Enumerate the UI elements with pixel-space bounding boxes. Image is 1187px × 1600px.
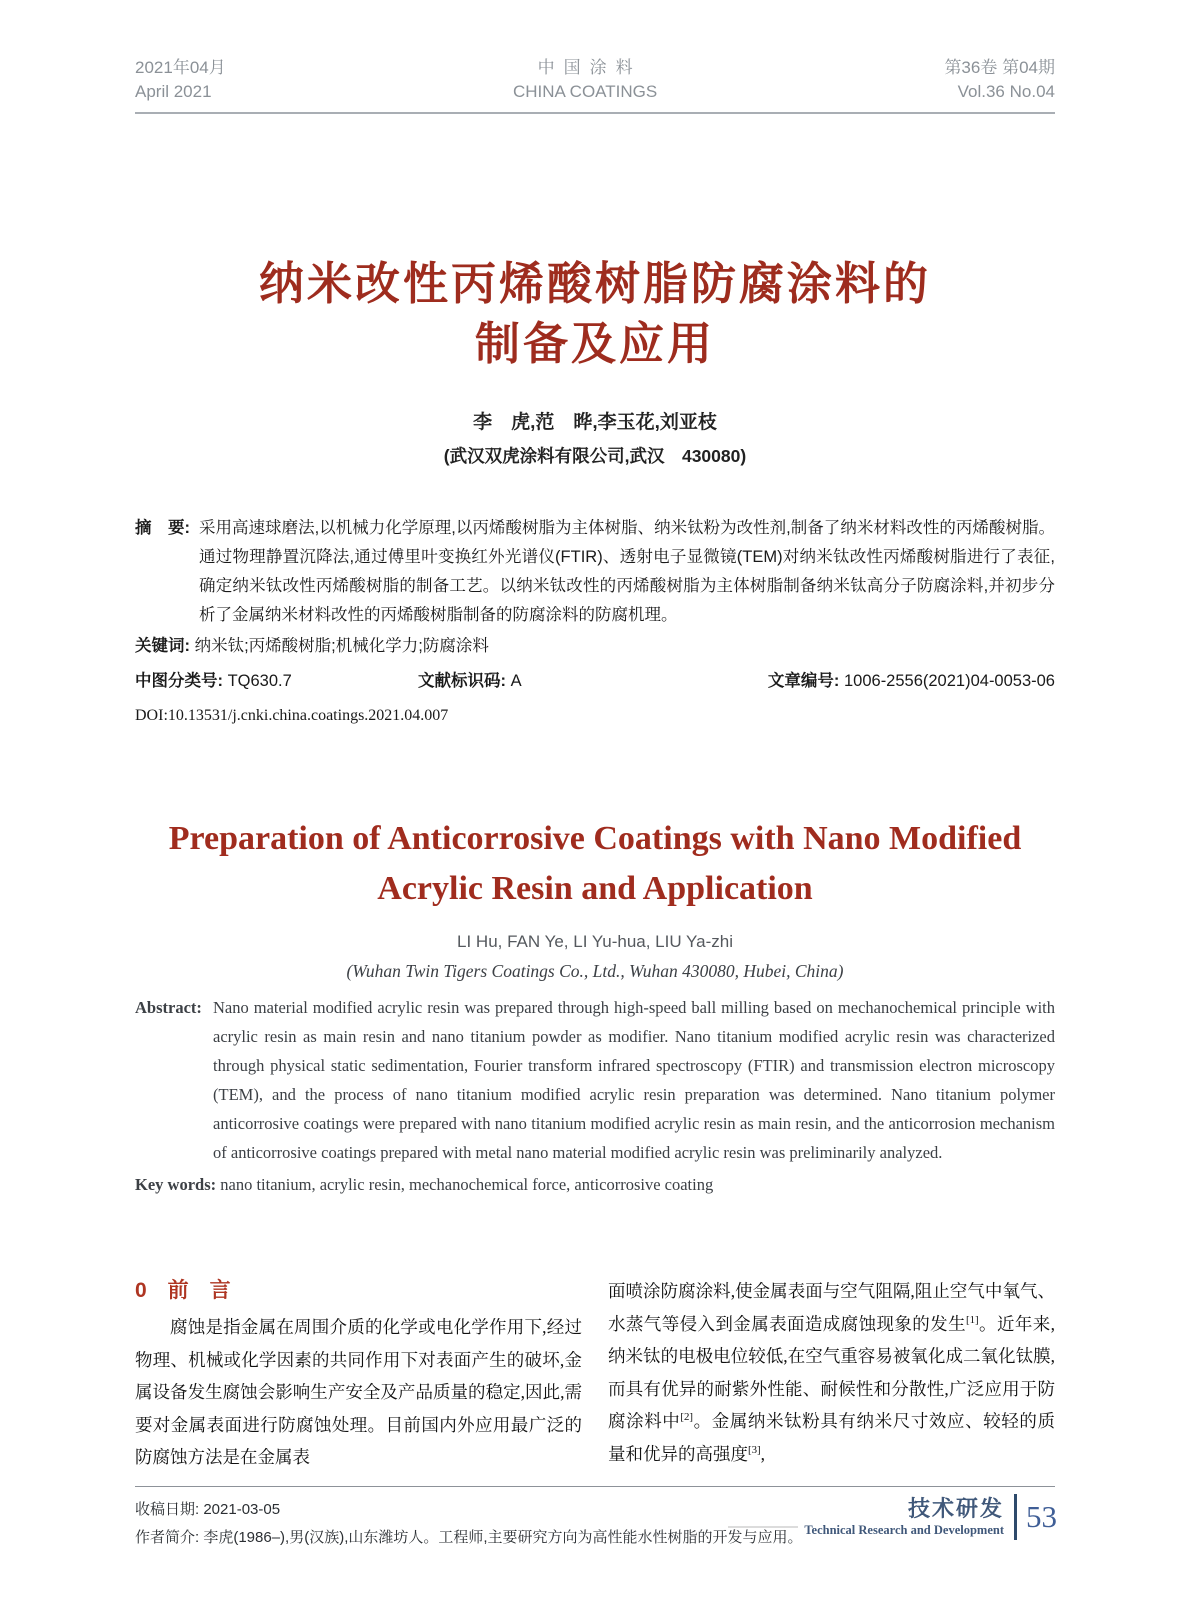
header-journal-name [513,56,657,104]
article-title-en [135,814,1055,914]
article-title-cn [135,254,1055,374]
intro-paragraph-left: 腐蚀是指金属在周围介质的化学或电化学作用下,经过物理、机械或化学因素的共同作用下对表面产生的破坏,金属设备发生腐蚀会影响生产安全及产品质量的稳定,因此,需要对金属表面进行防腐蚀处理。目前国内外应用最广泛的防腐蚀方法是在金属表 [135,1317,582,1467]
intro-paragraph-right [608,1275,1055,1470]
document-code-value: A [510,672,522,690]
affiliation-en: (Wuhan Twin Tigers Coatings Co., Ltd., Wuhan 430080, Hubei, China) [346,961,844,981]
authors-en: LI Hu, FAN Ye, LI Yu-hua, LIU Ya-zhi [457,932,733,951]
intro-right-seg3: 。金属纳米钛粉具有纳米尺寸效应、较轻的质量和优异的高强度 [608,1411,1055,1464]
journal-name-en: CHINA COATINGS [512,82,658,101]
body-column-right [608,1275,1055,1474]
article-title-en-line1: Preparation of Anticorrosive Coatings with Nano Modified [168,820,1022,857]
footer-rule [728,1526,798,1528]
citation-ref-2: [2] [680,1411,694,1424]
page-number: 53 [1026,1499,1057,1534]
keywords-label-cn: 关键词: [135,637,190,655]
author-bio-label: 作者简介: [135,1528,200,1546]
footer-section-labels [804,1496,1004,1538]
keywords-label-en: Key words: [135,1175,217,1194]
footer-divider [1014,1494,1017,1540]
article-id-label: 文章编号: [767,672,840,690]
citation-ref-1: [1] [965,1313,979,1326]
article-title-en-line2: Acrylic Resin and Application [377,870,813,907]
body-column-left [135,1275,582,1474]
header-issue-date [135,56,226,104]
body-columns [135,1275,1055,1474]
affiliation-cn: (武汉双虎涂料有限公司,武汉 430080) [443,446,747,466]
clc-number [135,667,292,696]
document-code-label: 文献标识码: [418,672,507,690]
footer-section-en: Technical Research and Development [804,1523,1004,1537]
article-title-cn-line1: 纳米改性丙烯酸树脂防腐涂料的 [258,258,931,309]
header-volume-issue [944,56,1055,104]
keywords-text-en: nano titanium, acrylic resin, mechanochemical force, anticorrosive coating [220,1175,714,1194]
issue-date-en: April 2021 [135,82,212,101]
keywords-cn [135,632,1055,661]
footer-section-cn: 技术研发 [907,1496,1004,1521]
citation-ref-3: [3] [748,1443,761,1456]
authors-cn: 李 虎,范 晔,李玉花,刘亚枝 [473,412,717,433]
article-id-value: 1006-2556(2021)04-0053-06 [843,672,1055,690]
abstract-label-en: Abstract: [135,998,202,1017]
page-footer [728,1494,1057,1540]
intro-right-seg1: 面喷涂防腐涂料,使金属表面与空气阻隔,阻止空气中氧气、水蒸气等侵入到金属表面造成腐蚀现象的发生 [608,1281,1055,1334]
issue-date-cn: 2021年04月 [135,58,226,77]
article-id [768,667,1055,696]
keywords-text-cn: 纳米钛;丙烯酸树脂;机械化学力;防腐涂料 [194,637,489,655]
abstract-text-en: Nano material modified acrylic resin was prepared through high-speed ball milling based on mechanochemical principle with acrylic resin as main resin and nano titanium powder as modifier. Nano titanium modified acrylic resin was characterized through physical static sedimentation, Fourier transform infrared spectroscopy (FTIR) and transmission electron microscopy (TEM), and the process of nano titanium modified acrylic resin preparation was determined. Nano titanium polymer anticorrosive coatings were prepared with nano titanium modified acrylic resin as main resin, and the anticorrosion mechanism of anticorrosive coatings prepared with metal nano material modified acrylic resin was preliminarily analyzed. [213,998,1055,1162]
classification-row [135,667,1055,696]
volume-issue-cn: 第36卷 第04期 [944,58,1055,77]
author-bio-value: 李虎(1986–),男(汉族),山东潍坊人。工程师,主要研究方向为高性能水性树脂的开发与应用。 [203,1528,803,1546]
abstract-cn [135,514,1055,630]
clc-label: 中图分类号: [135,672,223,690]
intro-right-seg2: 。近年来,纳米钛的电极电位较低,在空气重容易被氧化成二氧化钛膜,而具有优异的耐紫外性能、耐候性和分散性,广泛应用于防腐涂料中 [608,1313,1056,1431]
abstract-text-cn: 采用高速球磨法,以机械力化学原理,以丙烯酸树脂为主体树脂、纳米钛粉为改性剂,制备了纳米材料改性的丙烯酸树脂。通过物理静置沉降法,通过傅里叶变换红外光谱仪(FTIR)、透射电子显微镜(TEM)对纳米钛改性丙烯酸树脂进行了表征,确定纳米钛改性丙烯酸树脂的制备工艺。以纳米钛改性的丙烯酸树脂为主体树脂制备纳米钛高分子防腐涂料,并初步分析了金属纳米材料改性的丙烯酸树脂制备的防腐涂料的防腐机理。 [199,519,1055,624]
abstract-label-cn: 摘 要: [135,519,190,537]
intro-right-seg4: , [760,1443,766,1464]
journal-header [135,56,1055,114]
volume-issue-en: Vol.36 No.04 [957,82,1055,101]
doi: DOI:10.13531/j.cnki.china.coatings.2021.04.007 [135,707,449,724]
keywords-en [135,1170,1055,1199]
document-code [418,667,522,696]
clc-value: TQ630.7 [227,672,292,690]
received-date-value: 2021-03-05 [203,1500,281,1518]
received-date-label: 收稿日期: [135,1500,200,1518]
section-heading-intro: 0 前 言 [135,1279,231,1302]
page-content [135,0,1055,1552]
article-title-cn-line2: 制备及应用 [474,318,715,369]
abstract-en [135,993,1055,1167]
journal-name-cn: 中国涂料 [537,58,642,77]
